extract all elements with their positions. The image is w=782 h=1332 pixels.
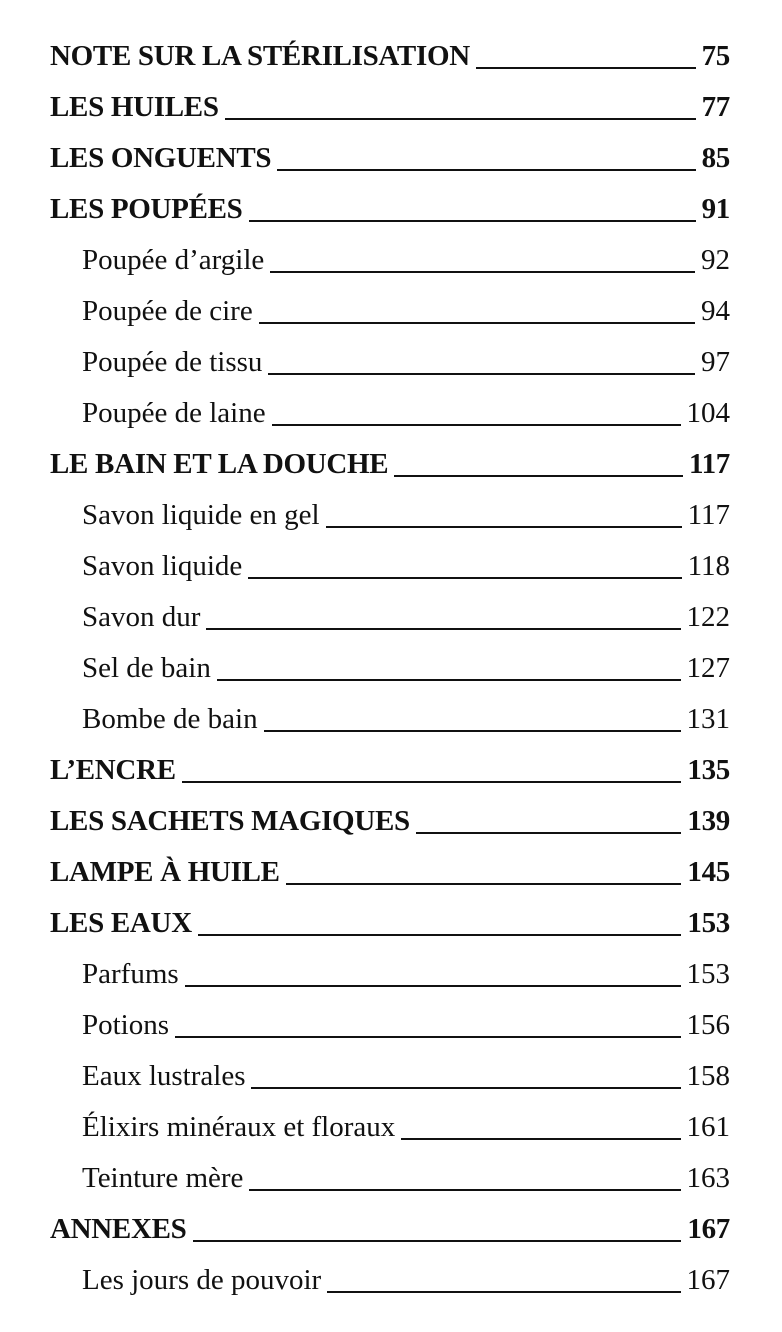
toc-section-row[interactable]	[50, 1254, 730, 1305]
toc-entry-page-number: 139	[687, 805, 730, 837]
toc-entry-title: LES ONGUENTS	[50, 142, 272, 174]
toc-entry-title: LAMPE À HUILE	[50, 856, 280, 888]
toc-entry-page-number: 156	[686, 1009, 730, 1041]
toc-entry-title: L’ENCRE	[50, 754, 176, 786]
toc-section-row[interactable]	[50, 642, 730, 693]
toc-section-row[interactable]	[50, 285, 730, 336]
toc-section-row[interactable]	[50, 1050, 730, 1101]
toc-entry-title: Les jours de pouvoir	[82, 1264, 322, 1296]
toc-leader-line	[277, 169, 695, 171]
toc-chapter-row[interactable]	[50, 897, 730, 948]
toc-entry-page-number: 91	[701, 193, 730, 225]
toc-leader-line	[270, 271, 695, 273]
toc-leader-line	[251, 1087, 680, 1089]
toc-entry-title: LE BAIN ET LA DOUCHE	[50, 448, 389, 480]
toc-entry-page-number: 104	[686, 397, 730, 429]
toc-chapter-row[interactable]	[50, 795, 730, 846]
toc-leader-line	[416, 832, 682, 834]
toc-entry-title: Savon liquide	[82, 550, 243, 582]
toc-leader-line	[175, 1036, 680, 1038]
toc-section-row[interactable]	[50, 591, 730, 642]
toc-entry-page-number: 77	[701, 91, 730, 123]
toc-section-row[interactable]	[50, 948, 730, 999]
toc-chapter-row[interactable]	[50, 846, 730, 897]
toc-chapter-row[interactable]	[50, 81, 730, 132]
toc-leader-line	[401, 1138, 680, 1140]
toc-chapter-row[interactable]	[50, 1203, 730, 1254]
toc-leader-line	[193, 1240, 682, 1242]
toc-entry-title: Eaux lustrales	[82, 1060, 246, 1092]
table-of-contents	[50, 30, 730, 1305]
toc-entry-title: Poupée d’argile	[82, 244, 265, 276]
toc-entry-page-number: 167	[687, 1213, 730, 1245]
toc-leader-line	[249, 220, 696, 222]
toc-leader-line	[327, 1291, 680, 1293]
toc-entry-title: Savon dur	[82, 601, 201, 633]
toc-leader-line	[225, 118, 696, 120]
toc-entry-title: Poupée de cire	[82, 295, 253, 327]
toc-entry-page-number: 85	[701, 142, 730, 174]
toc-section-row[interactable]	[50, 387, 730, 438]
toc-entry-title: LES POUPÉES	[50, 193, 243, 225]
toc-entry-page-number: 163	[686, 1162, 730, 1194]
toc-entry-title: Bombe de bain	[82, 703, 258, 735]
toc-leader-line	[206, 628, 680, 630]
toc-leader-line	[249, 1189, 680, 1191]
toc-entry-title: Poupée de tissu	[82, 346, 263, 378]
toc-entry-title: Potions	[82, 1009, 170, 1041]
toc-leader-line	[182, 781, 682, 783]
toc-entry-title: LES SACHETS MAGIQUES	[50, 805, 410, 837]
toc-entry-page-number: 117	[687, 499, 730, 531]
toc-entry-title: LES EAUX	[50, 907, 192, 939]
toc-chapter-row[interactable]	[50, 183, 730, 234]
toc-chapter-row[interactable]	[50, 744, 730, 795]
toc-section-row[interactable]	[50, 999, 730, 1050]
toc-entry-page-number: 131	[686, 703, 730, 735]
toc-chapter-row[interactable]	[50, 132, 730, 183]
toc-leader-line	[185, 985, 681, 987]
toc-entry-page-number: 75	[701, 40, 730, 72]
toc-entry-title: ANNEXES	[50, 1213, 187, 1245]
toc-leader-line	[217, 679, 681, 681]
toc-entry-title: Parfums	[82, 958, 179, 990]
toc-entry-title: Sel de bain	[82, 652, 211, 684]
toc-section-row[interactable]	[50, 693, 730, 744]
toc-section-row[interactable]	[50, 336, 730, 387]
toc-entry-page-number: 118	[687, 550, 730, 582]
toc-leader-line	[272, 424, 681, 426]
toc-entry-page-number: 135	[687, 754, 730, 786]
toc-leader-line	[268, 373, 695, 375]
toc-entry-page-number: 161	[686, 1111, 730, 1143]
toc-section-row[interactable]	[50, 540, 730, 591]
toc-leader-line	[326, 526, 682, 528]
toc-leader-line	[286, 883, 682, 885]
toc-section-row[interactable]	[50, 1152, 730, 1203]
toc-leader-line	[259, 322, 695, 324]
toc-entry-page-number: 145	[687, 856, 730, 888]
toc-leader-line	[198, 934, 682, 936]
toc-entry-title: Poupée de laine	[82, 397, 266, 429]
toc-entry-page-number: 122	[686, 601, 730, 633]
toc-entry-page-number: 167	[686, 1264, 730, 1296]
toc-leader-line	[248, 577, 681, 579]
toc-entry-page-number: 158	[686, 1060, 730, 1092]
toc-entry-title: Teinture mère	[82, 1162, 244, 1194]
toc-section-row[interactable]	[50, 1101, 730, 1152]
toc-entry-page-number: 153	[686, 958, 730, 990]
toc-entry-title: NOTE SUR LA STÉRILISATION	[50, 40, 470, 72]
toc-entry-page-number: 92	[701, 244, 730, 276]
toc-leader-line	[476, 67, 696, 69]
toc-entry-page-number: 127	[686, 652, 730, 684]
toc-entry-page-number: 153	[687, 907, 730, 939]
toc-chapter-row[interactable]	[50, 30, 730, 81]
toc-chapter-row[interactable]	[50, 438, 730, 489]
toc-leader-line	[264, 730, 681, 732]
toc-section-row[interactable]	[50, 234, 730, 285]
toc-entry-page-number: 94	[701, 295, 730, 327]
toc-entry-title: Élixirs minéraux et floraux	[82, 1111, 396, 1143]
toc-entry-page-number: 97	[701, 346, 730, 378]
toc-entry-page-number: 117	[689, 448, 730, 480]
toc-leader-line	[394, 475, 683, 477]
toc-entry-title: Savon liquide en gel	[82, 499, 320, 531]
toc-entry-title: LES HUILES	[50, 91, 219, 123]
toc-section-row[interactable]	[50, 489, 730, 540]
